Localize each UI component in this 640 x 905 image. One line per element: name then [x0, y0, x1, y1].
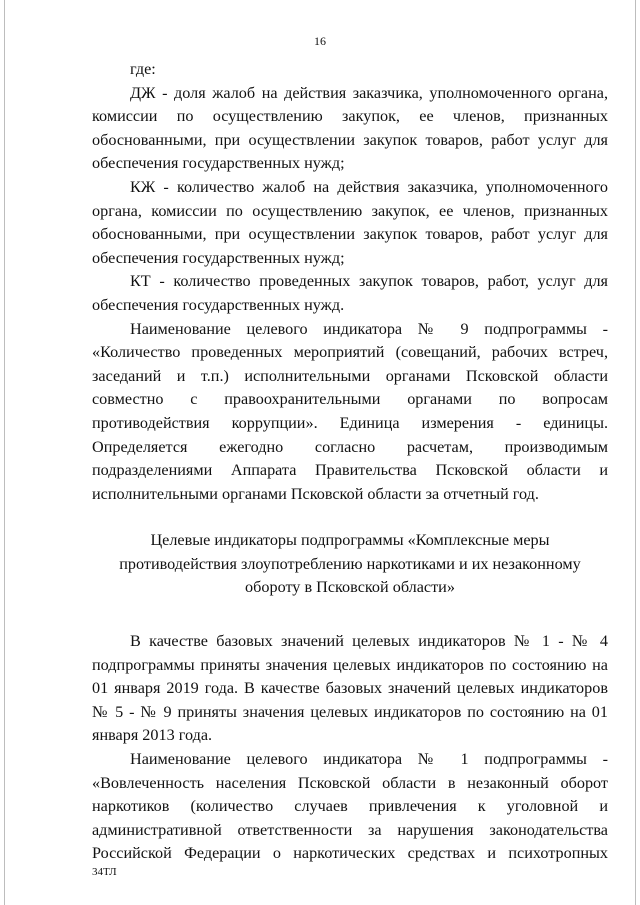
paragraph-indicator-1: Наименование целевого индикатора № 1 подпрограммы - «Вовлеченность населения Псковской области в незаконный оборот наркотиков (количество случаев привлечения к уголовной и административной ответственности за нарушения законодательства Российской Федерации о наркотических средствах и психотропных [92, 750, 608, 863]
document-body [92, 58, 608, 866]
footer-code: 34ТЛ [92, 866, 117, 878]
section-heading: Целевые индикаторы подпрограммы «Комплексные меры противодействия злоупотреблению наркотиками и их незаконному обороту в Псковской области» [119, 531, 581, 597]
right-scan-edge [635, 0, 636, 905]
paragraph-kzh-definition: КЖ - количество жалоб на действия заказчика, уполномоченного органа, комиссии по осуществлению закупок, ее членов, признанных обоснованными, при осуществлении закупок товаров, работ услуг для обеспечения государственных нужд; [92, 177, 608, 267]
paragraph-kt-definition: КТ - количество проведенных закупок товаров, работ, услуг для обеспечения государственных нужд. [92, 272, 608, 314]
left-scan-edge [4, 0, 5, 905]
paragraph-indicator-9: Наименование целевого индикатора № 9 подпрограммы - «Количество проведенных мероприятий (совещаний, рабочих встреч, заседаний и т.п.) исполнительными органами Псковской области совместно с правоохранительными органами по вопросам противодействия коррупции». Единица измерения - единицы. Определяется ежегодно согласно расчетам, производимым подразделениями Аппарата Правительства Псковской области и исполнительными органами Псковской области за отчетный год. [92, 319, 608, 503]
paragraph-where: где: [130, 60, 156, 78]
page-number: 16 [314, 34, 326, 48]
paragraph-base-values: В качестве базовых значений целевых индикаторов № 1 - № 4 подпрограммы приняты значения целевых индикаторов по состоянию на 01 января 2019 года. В качестве базовых значений целевых индикаторов № 5 - № 9 приняты значения целевых индикаторов по состоянию на 01 января 2013 года. [92, 632, 608, 745]
paragraph-dzh-definition: ДЖ - доля жалоб на действия заказчика, уполномоченного органа, комиссии по осуществлению закупок, ее членов, признанных обоснованными, при осуществлении закупок товаров, работ услуг для обеспечения государственных нужд; [92, 83, 608, 173]
